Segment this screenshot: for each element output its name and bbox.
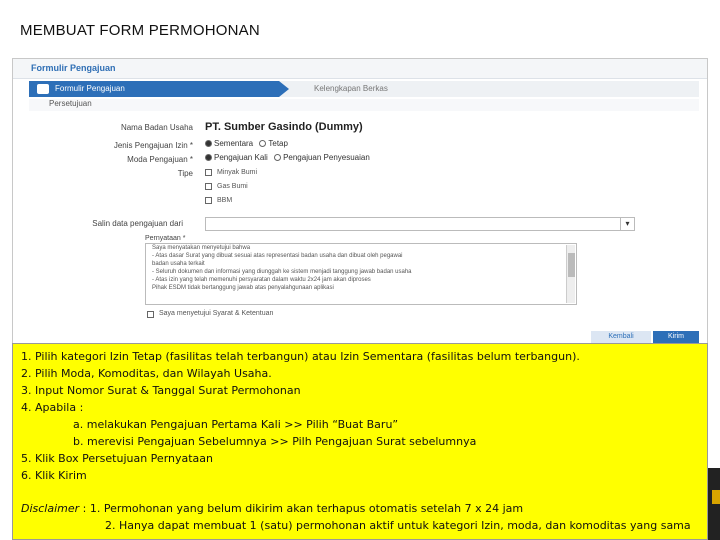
decorative-corner-accent [712,490,720,504]
radio-tetap-label: Tetap [268,139,288,148]
wizard-steps [29,81,699,97]
substep-persetujuan[interactable]: Persetujuan [49,99,92,108]
checkbox-gas-bumi[interactable] [205,183,212,190]
instruction-line: 5. Klik Box Persetujuan Pernyataan [21,452,214,465]
terms-line: Pihak ESDM tidak bertanggung jawab atas penyalahgunaan aplikasi [152,285,334,291]
instruction-line: 4. Apabila : [21,401,84,414]
radio-pengajuan-penyesuaian[interactable] [274,154,281,161]
salin-label: Salin data pengajuan dari [92,219,183,228]
agree-label: Saya menyetujui Syarat & Ketentuan [159,310,274,317]
form-header [13,59,707,79]
company-label: Nama Badan Usaha [120,123,193,132]
pernyataan-label: Pernyataan * [145,235,186,242]
checkbox-bbm[interactable] [205,197,212,204]
wizard-step-active[interactable] [29,81,279,97]
form-screenshot [12,58,708,358]
instruction-subline: b. merevisi Pengajuan Sebelumnya >> Pilh Pengajuan Surat sebelumnya [73,435,477,448]
terms-line: badan usaha terkait [152,261,205,267]
decorative-corner [708,468,720,540]
terms-textbox[interactable] [145,243,577,305]
scrollbar-thumb[interactable] [568,253,575,277]
company-value: PT. Sumber Gasindo (Dummy) [205,121,363,133]
moda-label: Moda Pengajuan * [127,155,193,164]
disclaimer-label: Disclaimer [21,502,80,515]
disclaimer-line-1 [21,502,523,515]
instruction-line: 2. Pilih Moda, Komoditas, dan Wilayah Usaha. [21,367,272,380]
terms-line: - Atas dasar Surat yang dibuat sesuai atas representasi badan usaha dan dibuat oleh pegawai [152,253,403,259]
instruction-line: 6. Klik Kirim [21,469,87,482]
disclaimer-line-2: 2. Hanya dapat membuat 1 (satu) permohonan aktif untuk kategori Izin, moda, dan komoditas yang sama [105,519,691,532]
step-number-badge [37,84,49,94]
form-header-title: Formulir Pengajuan [31,63,116,73]
salin-select[interactable] [205,217,635,231]
instruction-line: 3. Input Nomor Surat & Tanggal Surat Permohonan [21,384,301,397]
send-button[interactable]: Kirim [653,331,699,343]
izin-label: Jenis Pengajuan Izin * [113,141,193,150]
izin-radio-group [205,139,288,148]
back-button[interactable]: Kembali [591,331,651,343]
instruction-subline: a. melakukan Pengajuan Pertama Kali >> Pilih “Buat Baru” [73,418,399,431]
chevron-down-icon[interactable]: ▾ [620,217,635,231]
substep-bar [29,99,699,111]
checkbox-gas-bumi-label: Gas Bumi [217,183,248,190]
checkbox-minyak-bumi[interactable] [205,169,212,176]
wizard-step-active-label: Formulir Pengajuan [55,84,125,93]
radio-tetap[interactable] [259,140,266,147]
disclaimer-text-1: : 1. Permohonan yang belum dikirim akan terhapus otomatis setelah 7 x 24 jam [79,502,524,515]
terms-scrollbar[interactable] [566,245,575,303]
moda-radio-group [205,153,370,162]
wizard-arrow [279,81,289,97]
terms-line: Saya menyatakan menyetujui bahwa [152,245,251,251]
checkbox-minyak-bumi-label: Minyak Bumi [217,169,258,176]
radio-penyesuaian-label: Pengajuan Penyesuaian [283,153,370,162]
radio-sementara-label: Sementara [214,139,254,148]
wizard-step-next[interactable]: Kelengkapan Berkas [314,84,388,93]
terms-line: - Atas izin yang telah memenuhi persyaratan dalam waktu 2x24 jam akan diproses [152,277,371,283]
terms-line: - Seluruh dokumen dan informasi yang diunggah ke sistem menjadi tanggung jawab badan usaha [152,269,412,275]
radio-pengajuan-kali[interactable] [205,154,212,161]
instruction-box [12,343,708,540]
slide-title: MEMBUAT FORM PERMOHONAN [20,22,260,39]
tipe-label: Tipe [177,169,193,178]
instruction-line: 1. Pilih kategori Izin Tetap (fasilitas telah terbangun) atau Izin Sementara (fasilitas belum terbangun). [21,350,580,363]
agree-checkbox[interactable] [147,311,154,318]
checkbox-bbm-label: BBM [217,197,233,204]
radio-sementara[interactable] [205,140,212,147]
radio-pengajuan-kali-label: Pengajuan Kali [214,153,268,162]
